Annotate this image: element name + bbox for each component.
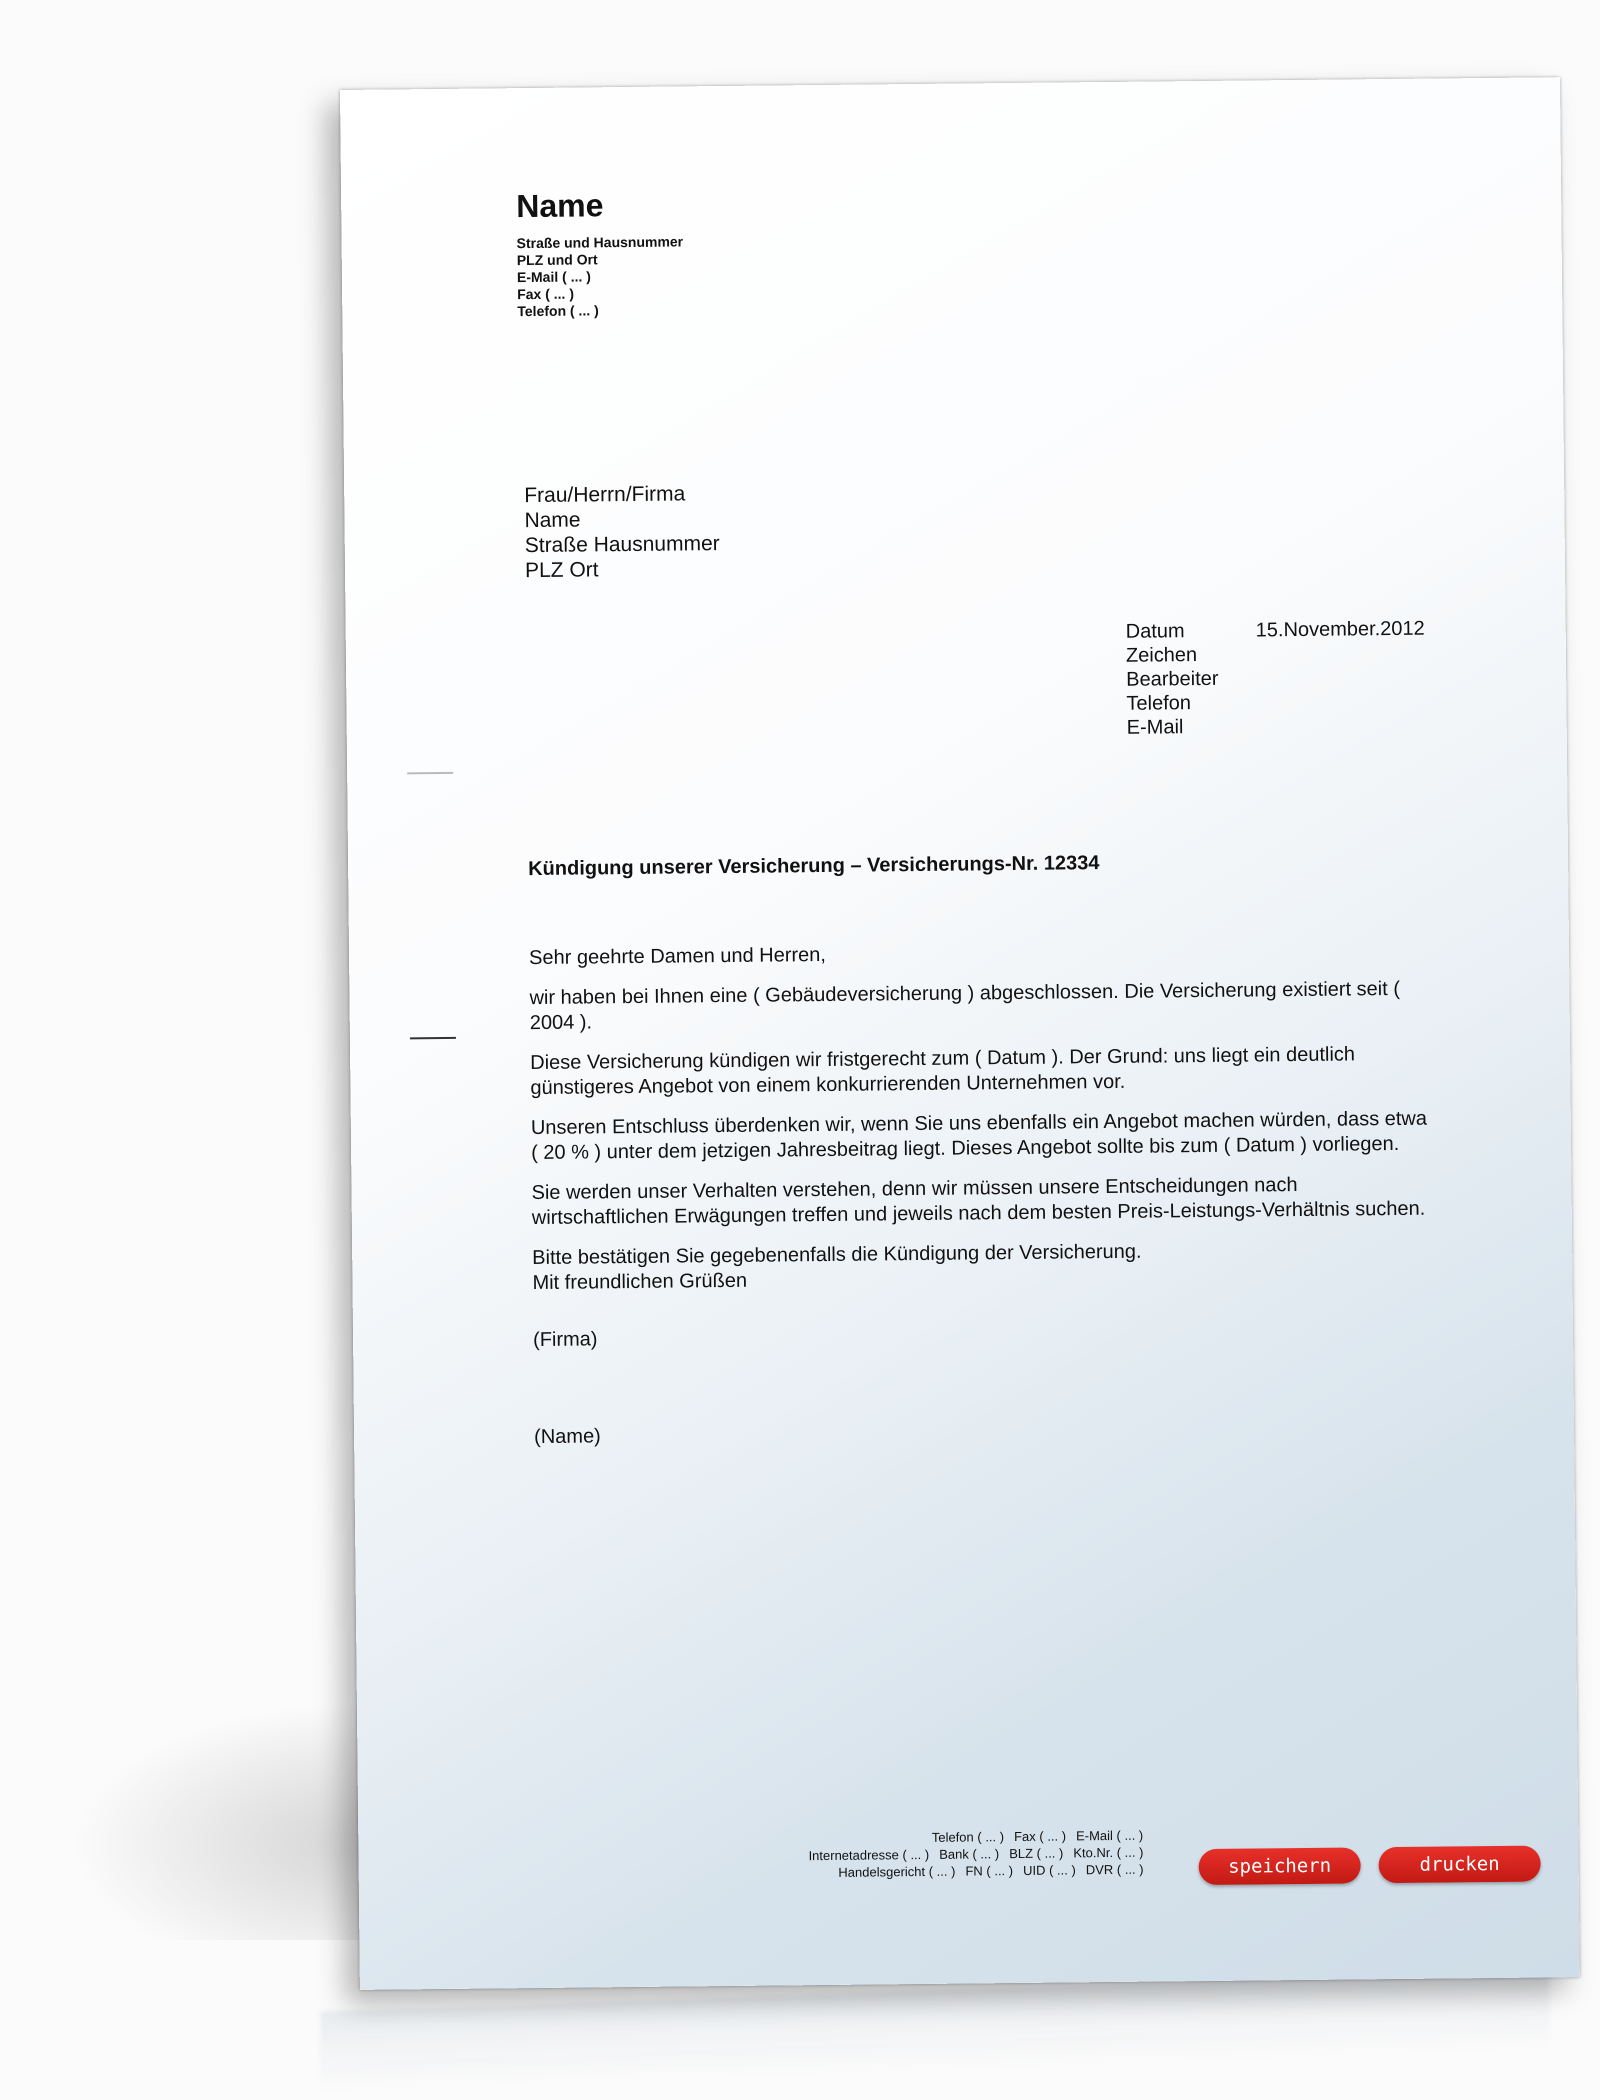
signature-name: (Name) (534, 1425, 601, 1449)
meta-block (1126, 617, 1426, 740)
fold-mark (407, 772, 453, 774)
paragraph-4: Sie werden unser Verhalten verstehen, denn wir müssen unsere Entscheidungen nach wirtschaftlichen Erwägungen treffen und jeweils nach dem besten Preis-Leistungs-Verhältnis suchen. (531, 1174, 1426, 1230)
footer-blz: BLZ ( ... ) (1009, 1845, 1064, 1862)
closing-greeting: Mit freundlichen Grüßen (532, 1269, 748, 1295)
clerk-label: Bearbeiter (1126, 667, 1219, 691)
save-button[interactable]: speichern (1198, 1847, 1360, 1885)
footer-website: Internetadresse ( ... ) (808, 1846, 930, 1864)
sender-fax: Fax ( ... ) (517, 285, 575, 303)
reference-label: Zeichen (1125, 644, 1198, 667)
footer-email: E-Mail ( ... ) (1075, 1827, 1144, 1844)
footer-row-legal (809, 1861, 1144, 1882)
footer-uid: UID ( ... ) (1022, 1862, 1076, 1878)
salutation: Sehr geehrte Damen und Herren, (528, 943, 827, 970)
sender-street: Straße und Hausnummer (516, 233, 684, 252)
letter-body (529, 937, 1434, 1450)
sender-name: Name (516, 187, 604, 225)
footer-court: Handelsgericht ( ... ) (838, 1863, 956, 1880)
sender-city: PLZ und Ort (516, 251, 598, 269)
date-label: Datum (1125, 620, 1185, 643)
footer-fax: Fax ( ... ) (1013, 1828, 1067, 1845)
recipient-city: PLZ Ort (524, 558, 599, 583)
phone-label: Telefon (1126, 692, 1192, 715)
signature-company: (Firma) (532, 1328, 598, 1352)
letter-page (340, 77, 1580, 1990)
sender-phone: Telefon ( ... ) (517, 302, 599, 320)
date-value: 15.November.2012 (1255, 617, 1425, 642)
sender-email: E-Mail ( ... ) (516, 268, 591, 286)
punch-mark (410, 1037, 456, 1039)
email-label: E-Mail (1126, 716, 1184, 739)
sender-block (516, 186, 684, 320)
closing-request: Bitte bestätigen Sie gegebenenfalls die Kündigung der Versicherung. (532, 1240, 1142, 1270)
letter-footer (808, 1827, 1143, 1882)
footer-account: Kto.Nr. ( ... ) (1073, 1844, 1144, 1861)
footer-dvr: DVR ( ... ) (1085, 1861, 1144, 1878)
footer-fn: FN ( ... ) (965, 1863, 1014, 1879)
footer-bank: Bank ( ... ) (939, 1846, 1000, 1862)
paragraph-2: Diese Versicherung kündigen wir fristgerecht zum ( Datum ). Der Grund: uns liegt ein deutlich günstigeres Angebot von einem konkurrierenden Unternehmen vor. (530, 1043, 1356, 1100)
print-button[interactable]: drucken (1378, 1846, 1540, 1884)
recipient-block (524, 481, 720, 583)
recipient-name: Name (524, 508, 581, 533)
footer-phone: Telefon ( ... ) (931, 1829, 1005, 1845)
letter-subject: Kündigung unserer Versicherung – Versicherungs-Nr. 12334 (528, 852, 1100, 881)
paragraph-1: wir haben bei Ihnen eine ( Gebäudeversicherung ) abgeschlossen. Die Versicherung existiert seit ( 2004 ). (529, 977, 1401, 1035)
paragraph-3: Unseren Entschluss überdenken wir, wenn Sie uns ebenfalls ein Angebot machen würden, dass etwa ( 20 % ) unter dem jetzigen Jahresbeitrag liegt. Dieses Angebot sollte bis zum ( Datum ) vorliegen. (530, 1107, 1428, 1165)
recipient-title: Frau/Herrn/Firma (524, 482, 686, 508)
recipient-street: Straße Hausnummer (524, 532, 720, 558)
